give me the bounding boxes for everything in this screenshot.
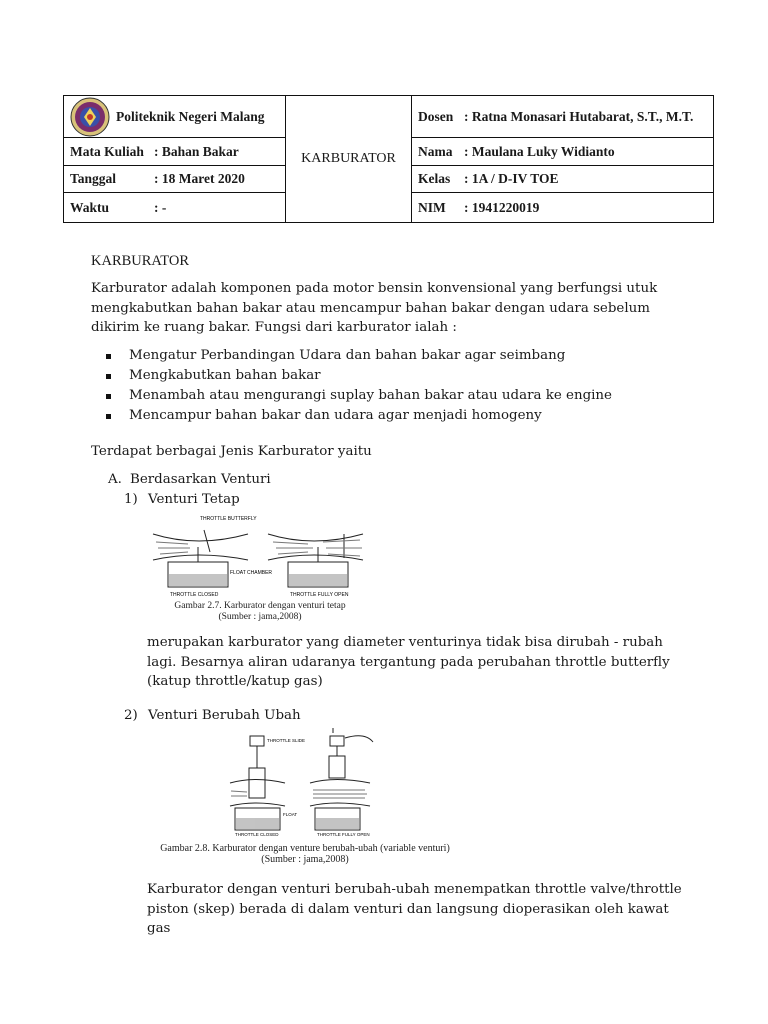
section-a-title: Berdasarkan Venturi <box>130 472 271 487</box>
sub2-heading <box>124 708 301 723</box>
kelas-cell <box>412 166 714 193</box>
intro-paragraph: Karburator adalah komponen pada motor bensin konvensional yang berfungsi utuk mengkabutkan bahan bakar atau mencampur bahan bakar dengan udara sebelum dikirim ke ruang bakar. Fungsi dari karburator ialah : <box>91 281 658 335</box>
tanggal-value: : 18 Maret 2020 <box>154 171 245 186</box>
throttle-closed-label-2: THROTTLE CLOSED <box>235 832 279 837</box>
dosen-value: : Ratna Monasari Hutabarat, S.T., M.T. <box>464 108 694 124</box>
nim-label: NIM <box>418 199 446 215</box>
list-item: Menambah atau mengurangi suplay bahan bakar atau udara ke engine <box>106 386 612 406</box>
figure-2-7-source: (Sumber : jama,2008) <box>218 612 302 622</box>
institution-cell <box>64 96 286 138</box>
figure-2-8-caption <box>160 843 450 865</box>
dosen-label: Dosen <box>418 108 454 124</box>
topic-cell <box>286 96 412 223</box>
list-item: Mengkabutkan bahan bakar <box>106 366 612 386</box>
sub1-title: Venturi Tetap <box>148 492 240 507</box>
list-item: Mengatur Perbandingan Udara dan bahan bakar agar seimbang <box>106 346 612 366</box>
float-chamber-label: FLOAT CHAMBER <box>230 570 273 576</box>
tanggal-label: Tanggal <box>70 171 117 186</box>
figure-2-7-title: Gambar 2.7. Karburator dengan venturi tetap <box>174 601 346 611</box>
butterfly-label: THROTTLE BUTTERFLY <box>200 516 257 522</box>
mata-kuliah-cell <box>64 138 286 166</box>
section-a-marker: A. <box>108 472 122 487</box>
institution-name: Politeknik Negeri Malang <box>116 108 265 124</box>
figure-2-8-source: (Sumber : jama,2008) <box>261 854 349 865</box>
mata-kuliah-value: : Bahan Bakar <box>154 143 239 159</box>
sub1-marker: 1) <box>124 492 138 507</box>
throttle-closed-label: THROTTLE CLOSED <box>170 592 219 598</box>
nama-value: : Maulana Luky Widianto <box>464 143 615 159</box>
figure-2-8-title: Gambar 2.8. Karburator dengan venture berubah-ubah (variable venturi) <box>160 843 450 854</box>
nim-cell <box>412 193 714 223</box>
polinema-logo-icon <box>70 97 110 137</box>
functions-list <box>106 346 612 426</box>
header-table <box>63 95 714 223</box>
float-label: FLOAT <box>283 812 298 817</box>
section-title: KARBURATOR <box>91 253 190 269</box>
sub2-marker: 2) <box>124 708 138 723</box>
kelas-label: Kelas <box>418 171 451 186</box>
kelas-value: : 1A / D-IV TOE <box>464 171 559 186</box>
throttle-slide-label: THROTTLE SLIDE <box>267 738 306 743</box>
throttle-open-label: THROTTLE FULLY OPEN <box>290 592 349 598</box>
mata-kuliah-label: Mata Kuliah <box>70 143 144 159</box>
types-intro: Terdapat berbagai Jenis Karburator yaitu <box>91 444 372 459</box>
nim-value: : 1941220019 <box>464 199 540 215</box>
dosen-cell <box>412 96 714 138</box>
throttle-open-label-2: THROTTLE FULLY OPEN <box>317 832 370 837</box>
topic-title: KARBURATOR <box>301 151 396 166</box>
fixed-venturi-figure <box>148 512 368 600</box>
nama-cell <box>412 138 714 166</box>
nama-label: Nama <box>418 143 453 159</box>
section-a-heading <box>108 472 271 487</box>
sub2-description: Karburator dengan venturi berubah-ubah menempatkan throttle valve/throttle piston (skep) berada di dalam venturi dan langsung dioperasikan oleh kawat gas <box>147 882 682 936</box>
tanggal-cell <box>64 166 286 193</box>
variable-venturi-figure <box>225 728 385 838</box>
sub1-heading <box>124 492 240 507</box>
waktu-value: : - <box>154 199 167 215</box>
waktu-cell <box>64 193 286 223</box>
waktu-label: Waktu <box>70 199 110 215</box>
sub1-description: merupakan karburator yang diameter venturinya tidak bisa dirubah - rubah lagi. Besarnya aliran udaranya tergantung pada perubahan throttle butterfly (katup throttle/katup gas) <box>147 635 670 689</box>
sub2-title: Venturi Berubah Ubah <box>148 708 301 723</box>
list-item: Mencampur bahan bakar dan udara agar menjadi homogeny <box>106 406 612 426</box>
figure-2-7-caption <box>160 601 360 623</box>
